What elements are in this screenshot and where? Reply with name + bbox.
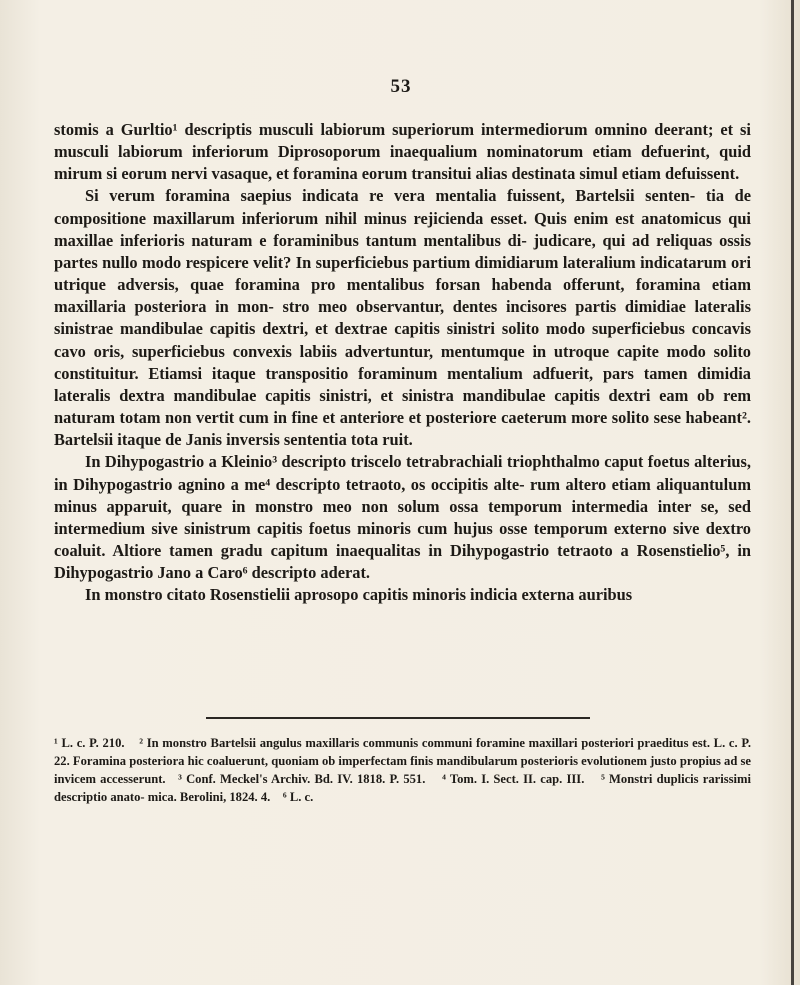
- body-text: [54, 119, 751, 606]
- footnotes: [54, 735, 751, 807]
- footnote-2: ² In monstro Bartelsii angulus maxillaris communis communi foramine maxillari posteriori praeditus est. L. c. P. 22. Foramina posteriora hic coaluerunt, quoniam ob imperfectam finis mandibularum posterioris evolutionem justo propius ad se invicem accesserunt.: [54, 736, 752, 786]
- footnote-4: ⁴ Tom. I. Sect. II. cap. III.: [442, 771, 585, 786]
- paragraph-bartelsii: Si verum foramina saepius indicata re vera mentalia fuissent, Bartelsii senten- tia de compositione maxillarum inferiorum nihil minus rejicienda esset. Quis enim est anatomicus qui maxillae inferioris naturam e foraminibus tantum mentalibus di- judicare, qui ad reliquas ossis partes nullo modo respicere velit? In superficiebus partium dimidiarum lateralium indicatarum ori utrique adversis, quae foramina pro mentalibus forsan habenda offerunt, foramina etiam maxillaria posteriora in mon- stro meo observantur, dentes incisores partis dimidiae lateralis sinistrae mandibulae capitis dextri, et dextrae capitis sinistri solito modo superficiebus concavis cavo oris, superficiebus convexis labiis advertuntur, mentumque in utroque capite modo solito constituitur. Etiamsi itaque transpositio foraminum mentalium adfuerit, pars tamen dimidia lateralis dextra mandibulae capitis sinistri, et sinistra mandibulae capitis dextri eam ob rem naturam totam non vertit cum in fine et anteriore et posteriore caeterum more solito sese habeant². Bartelsii itaque de Janis inversis sententia tota ruit.: [54, 186, 751, 450]
- paragraph-dihypogastrio: In Dihypogastrio a Kleinio³ descripto triscelo tetrabrachiali triophthalmo caput foetus alterius, in Dihypogastrio agnino a me⁴ descripto tetraoto, os occipitis alte- rum altero etiam aliquantulum minus apparuit, quare in monstro meo non solum ossa temporum intermedia inter se, sed intermedium sive sinistrum capitis foetus minoris cum hujus osse temporum externo sive dextro coaluit. Altiore tamen gradu capitum inaequalitas in Dihypogastrio tetraoto a Rosenstielio⁵, in Dihypogastrio Jano a Caro⁶ descripto aderat.: [54, 452, 751, 583]
- page-edge-shadow: [791, 0, 794, 985]
- footnote-5: ⁵ Monstri duplicis rarissimi descriptio anato- mica. Berolini, 1824. 4.: [54, 771, 752, 804]
- paragraph-rosenstielii: In monstro citato Rosenstielii aprosopo capitis minoris indicia externa auribus: [85, 585, 633, 605]
- paragraph-continued: stomis a Gurltio¹ descriptis musculi labiorum superiorum intermediorum omnino deerant; et si musculi labiorum inferiorum Diprosoporum inaequalium nominatorum etiam defuerint, quid mirum si eorum nervi vasaque, et foramina eorum transitui alias destinata simul etiam defuissent.: [54, 120, 751, 184]
- footnote-separator: [206, 717, 590, 719]
- footnote-1: ¹ L. c. P. 210.: [54, 736, 125, 750]
- page-number: 53: [390, 76, 412, 97]
- footnote-3: ³ Conf. Meckel's Archiv. Bd. IV. 1818. P. 551.: [178, 771, 426, 786]
- footnote-6: ⁶ L. c.: [282, 789, 314, 804]
